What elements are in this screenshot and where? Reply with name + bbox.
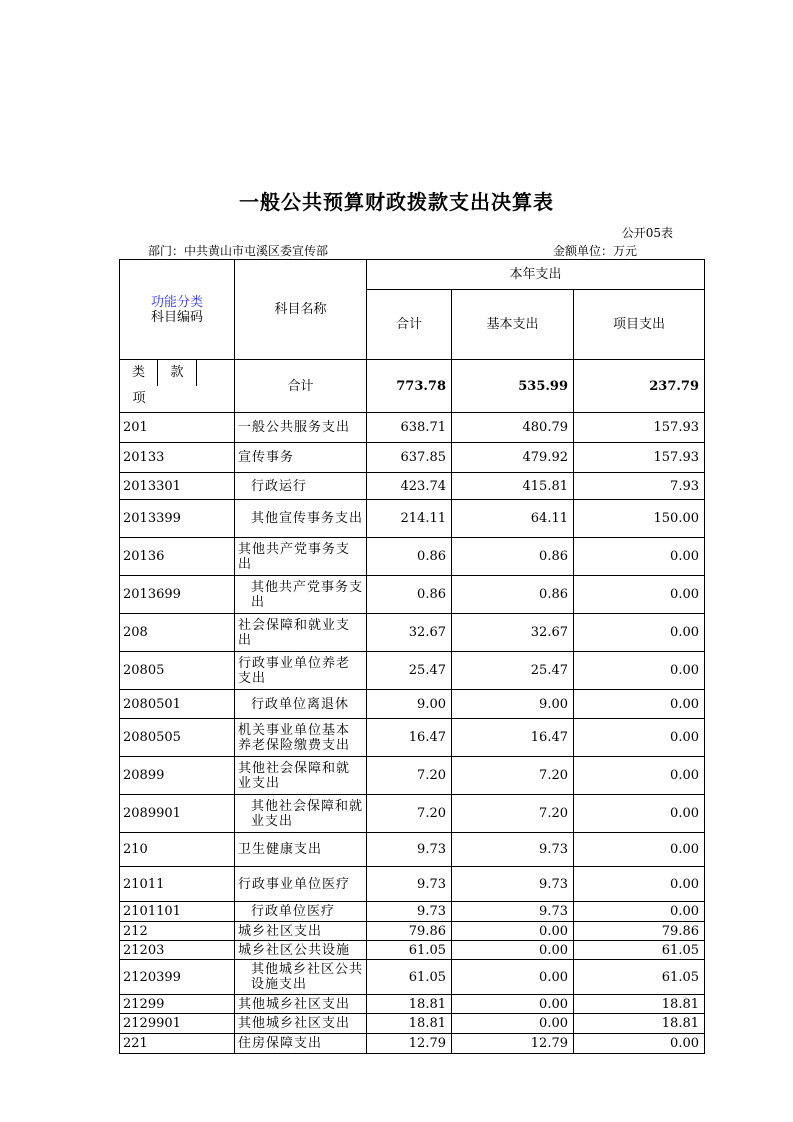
project-amount: 157.93 — [574, 413, 705, 443]
total-amount: 61.05 — [367, 941, 452, 960]
table-row — [120, 538, 705, 576]
project-amount: 0.00 — [574, 1034, 705, 1054]
project-amount: 18.81 — [574, 1014, 705, 1034]
total-amount: 9.73 — [367, 902, 452, 922]
current-year-header: 本年支出 — [367, 260, 705, 290]
project-amount: 0.00 — [574, 867, 705, 902]
subject-name: 行政运行 — [235, 473, 367, 500]
basic-amount: 64.11 — [452, 500, 574, 538]
basic-amount: 0.00 — [452, 922, 574, 941]
total-amount: 9.73 — [367, 833, 452, 867]
project-amount: 0.00 — [574, 652, 705, 690]
basic-amount: 9.00 — [452, 690, 574, 719]
table-row — [120, 902, 705, 922]
subject-name: 城乡社区支出 — [235, 922, 367, 941]
total-row-label: 合计 — [235, 360, 367, 413]
subject-name: 一般公共服务支出 — [235, 413, 367, 443]
total-amount: 9.73 — [367, 867, 452, 902]
table-row — [120, 1034, 705, 1054]
basic-amount: 9.73 — [452, 867, 574, 902]
lei-label: 类 — [120, 360, 158, 386]
subject-code: 2013699 — [120, 576, 235, 614]
basic-amount: 480.79 — [452, 413, 574, 443]
total-amount: 16.47 — [367, 719, 452, 757]
basic-amount: 9.73 — [452, 902, 574, 922]
subject-name: 行政事业单位医疗 — [235, 867, 367, 902]
basic-amount: 479.92 — [452, 443, 574, 473]
project-amount: 7.93 — [574, 473, 705, 500]
table-row — [120, 941, 705, 960]
project-amount: 0.00 — [574, 757, 705, 795]
project-amount: 0.00 — [574, 833, 705, 867]
basic-amount: 9.73 — [452, 833, 574, 867]
total-amount: 12.79 — [367, 1034, 452, 1054]
subject-name: 行政事业单位养老支出 — [235, 652, 367, 690]
table-row — [120, 719, 705, 757]
project-amount: 0.00 — [574, 614, 705, 652]
project-amount: 61.05 — [574, 941, 705, 960]
project-amount: 150.00 — [574, 500, 705, 538]
basic-amount: 0.86 — [452, 576, 574, 614]
project-amount: 157.93 — [574, 443, 705, 473]
department-label: 部门：中共黄山市屯溪区委宣传部 — [148, 244, 329, 258]
subject-name: 其他城乡社区支出 — [235, 1014, 367, 1034]
total-amount: 7.20 — [367, 795, 452, 833]
subject-code: 210 — [120, 833, 235, 867]
basic-amount: 0.00 — [452, 960, 574, 995]
subject-code: 21299 — [120, 995, 235, 1014]
project-amount: 0.00 — [574, 538, 705, 576]
subject-code: 21203 — [120, 941, 235, 960]
subject-code: 2129901 — [120, 1014, 235, 1034]
total-row-project: 237.79 — [574, 360, 705, 413]
basic-amount: 7.20 — [452, 757, 574, 795]
total-amount: 0.86 — [367, 538, 452, 576]
basic-amount: 12.79 — [452, 1034, 574, 1054]
subject-code: 21011 — [120, 867, 235, 902]
table-row — [120, 652, 705, 690]
func-class-label: 功能分类 — [150, 294, 203, 310]
subject-name: 宣传事务 — [235, 443, 367, 473]
xiang-label: 项 — [132, 391, 146, 406]
table-row — [120, 1014, 705, 1034]
project-amount: 0.00 — [574, 690, 705, 719]
kuan-label: 款 — [158, 360, 197, 386]
total-amount: 214.11 — [367, 500, 452, 538]
subject-name: 其他宣传事务支出 — [235, 500, 367, 538]
subject-name: 其他共产党事务支出 — [235, 576, 367, 614]
basic-amount: 25.47 — [452, 652, 574, 690]
subject-name: 其他城乡社区公共设施支出 — [235, 960, 367, 995]
form-number: 公开05表 — [621, 226, 673, 240]
table-row — [120, 757, 705, 795]
table-row — [120, 867, 705, 902]
table-row — [120, 443, 705, 473]
total-amount: 9.00 — [367, 690, 452, 719]
total-amount: 79.86 — [367, 922, 452, 941]
basic-amount: 32.67 — [452, 614, 574, 652]
subject-code: 208 — [120, 614, 235, 652]
subject-name: 其他城乡社区支出 — [235, 995, 367, 1014]
total-amount: 637.85 — [367, 443, 452, 473]
table-row — [120, 614, 705, 652]
subject-code-label: 科目编码 — [150, 309, 203, 325]
subject-name: 行政单位医疗 — [235, 902, 367, 922]
table-row — [120, 690, 705, 719]
basic-amount: 16.47 — [452, 719, 574, 757]
total-amount: 7.20 — [367, 757, 452, 795]
basic-amount: 0.86 — [452, 538, 574, 576]
basic-column-header: 基本支出 — [452, 290, 574, 360]
subject-code: 2080505 — [120, 719, 235, 757]
subject-code: 201 — [120, 413, 235, 443]
table-row — [120, 473, 705, 500]
project-amount: 18.81 — [574, 995, 705, 1014]
table-row — [120, 795, 705, 833]
subject-name: 其他共产党事务支出 — [235, 538, 367, 576]
project-amount: 0.00 — [574, 795, 705, 833]
basic-amount: 7.20 — [452, 795, 574, 833]
table-row — [120, 500, 705, 538]
amount-unit-label: 金额单位：万元 — [553, 244, 638, 258]
project-amount: 0.00 — [574, 576, 705, 614]
total-amount: 638.71 — [367, 413, 452, 443]
total-amount: 25.47 — [367, 652, 452, 690]
table-row — [120, 960, 705, 995]
func-class-header — [120, 260, 235, 360]
table-row — [120, 413, 705, 443]
total-amount: 18.81 — [367, 1014, 452, 1034]
table-row — [120, 922, 705, 941]
project-amount: 0.00 — [574, 902, 705, 922]
expenditure-table — [119, 259, 705, 1054]
total-amount: 61.05 — [367, 960, 452, 995]
subject-name: 住房保障支出 — [235, 1034, 367, 1054]
total-row-basic: 535.99 — [452, 360, 574, 413]
total-row — [120, 360, 705, 413]
subject-code: 2080501 — [120, 690, 235, 719]
total-amount: 18.81 — [367, 995, 452, 1014]
subject-code: 20136 — [120, 538, 235, 576]
total-amount: 32.67 — [367, 614, 452, 652]
project-amount: 79.86 — [574, 922, 705, 941]
table-row — [120, 995, 705, 1014]
subject-code: 221 — [120, 1034, 235, 1054]
subject-code: 2013399 — [120, 500, 235, 538]
subject-code: 2101101 — [120, 902, 235, 922]
subject-code: 2120399 — [120, 960, 235, 995]
project-amount: 61.05 — [574, 960, 705, 995]
total-amount: 0.86 — [367, 576, 452, 614]
total-column-header: 合计 — [367, 290, 452, 360]
subject-name: 卫生健康支出 — [235, 833, 367, 867]
project-column-header: 项目支出 — [574, 290, 705, 360]
table-row — [120, 576, 705, 614]
table-row — [120, 833, 705, 867]
total-amount: 423.74 — [367, 473, 452, 500]
subject-code: 20133 — [120, 443, 235, 473]
total-row-total: 773.78 — [367, 360, 452, 413]
project-amount: 0.00 — [574, 719, 705, 757]
basic-amount: 0.00 — [452, 1014, 574, 1034]
basic-amount: 415.81 — [452, 473, 574, 500]
subject-code: 212 — [120, 922, 235, 941]
subject-name: 机关事业单位基本养老保险缴费支出 — [235, 719, 367, 757]
subject-name: 社会保障和就业支出 — [235, 614, 367, 652]
subject-code: 20899 — [120, 757, 235, 795]
page-title: 一般公共预算财政拨款支出决算表 — [239, 190, 554, 214]
subject-name: 行政单位离退休 — [235, 690, 367, 719]
subject-code: 20805 — [120, 652, 235, 690]
subject-code: 2013301 — [120, 473, 235, 500]
class-subheader — [120, 360, 235, 413]
subject-name: 其他社会保障和就业支出 — [235, 757, 367, 795]
basic-amount: 0.00 — [452, 941, 574, 960]
subject-name-header: 科目名称 — [235, 260, 367, 360]
subject-name: 城乡社区公共设施 — [235, 941, 367, 960]
subject-code: 2089901 — [120, 795, 235, 833]
subject-name: 其他社会保障和就业支出 — [235, 795, 367, 833]
basic-amount: 0.00 — [452, 995, 574, 1014]
